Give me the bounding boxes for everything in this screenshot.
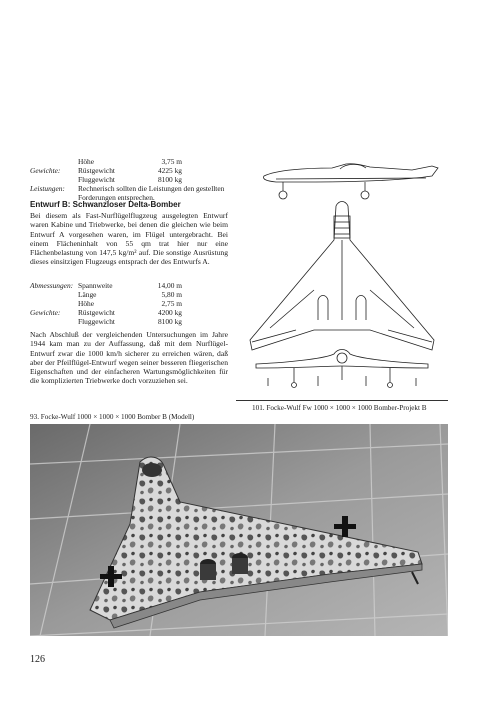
spec-row [30, 299, 230, 308]
spec-label: Gewichte: [30, 166, 61, 175]
spec-label: Gewichte: [30, 308, 61, 317]
leistungen-text: Rechnerisch sollten die Leistungen den gestellten [78, 184, 225, 193]
spec-row [30, 166, 230, 175]
spec-value: 5,80 m [161, 290, 182, 299]
spec-row [30, 157, 230, 166]
paragraph-conclusion: Nach Abschluß der vergleichenden Untersuchungen im Jahre 1944 kam man zu der Auffassung, daß mit dem Nurflügel-Entwurf zwar die 1000 km/h sicherer zu erreichen wären, daß aber der Pfeilflügel-Entwurf wegen seiner besseren fliegerischen Eigenschaften und der einfacheren Wartungsmöglichkeiten für die komplizierten Triebwerke doch vorzuziehen sei. [30, 330, 228, 386]
spec-row [30, 281, 230, 290]
spec-row [30, 290, 230, 299]
page-number: 126 [30, 654, 45, 665]
section-heading: Entwurf B: Schwanzloser Delta-Bomber [30, 200, 181, 209]
spec-key: Fluggewicht [78, 317, 115, 326]
spec-key: Höhe [78, 299, 95, 308]
front-view [256, 350, 428, 388]
spec-row [30, 308, 230, 317]
spec-key: Rüstgewicht [78, 166, 115, 175]
photo-caption: 93. Focke-Wulf 1000 × 1000 × 1000 Bomber B (Modell) [30, 413, 195, 421]
spec-value: 14,00 m [157, 281, 182, 290]
spec-top [30, 157, 230, 203]
spec-key: Fluggewicht [78, 175, 115, 184]
drawing-caption: 101. Focke-Wulf Fw 1000 × 1000 × 1000 Bomber-Projekt B [252, 404, 427, 412]
side-view [264, 164, 439, 199]
spec-row [30, 317, 230, 326]
three-view-drawing [236, 150, 476, 400]
spec-value: 3,75 m [161, 157, 182, 166]
spec-value: 8100 kg [157, 175, 182, 184]
model-photo [30, 424, 448, 636]
spec-bottom [30, 281, 230, 327]
spec-key: Länge [78, 290, 97, 299]
spec-value: 4225 kg [157, 166, 182, 175]
spec-value: 8100 kg [157, 317, 182, 326]
leistungen-text-cont: Forderungen entsprechen. [78, 193, 155, 202]
paragraph-entwurf-b: Bei diesem als Fast-Nurflügelflugzeug ausgelegten Entwurf waren Kabine und Triebwerke, bei denen die gleichen wie beim Entwurf A vorgesehen waren, im Flügel untergebracht. Bei einem Flächeninhalt von 55 qm trat hier nur eine Flächenbelastung von 147,5 kg/m² auf. Die sonstige Ausrüstung dieses einsitzigen Flugzeugs entsprach der des Entwurfs A. [30, 211, 228, 267]
spec-label: Abmessungen: [30, 281, 74, 290]
spec-key: Rüstgewicht [78, 308, 115, 317]
spec-key: Spannweite [78, 281, 113, 290]
leistungen-label: Leistungen: [30, 184, 65, 193]
spec-key: Höhe [78, 157, 95, 166]
spec-value: 2,75 m [161, 299, 182, 308]
spec-row [30, 175, 230, 184]
spec-value: 4200 kg [157, 308, 182, 317]
caption-rule [236, 400, 448, 401]
plan-view [250, 202, 434, 351]
